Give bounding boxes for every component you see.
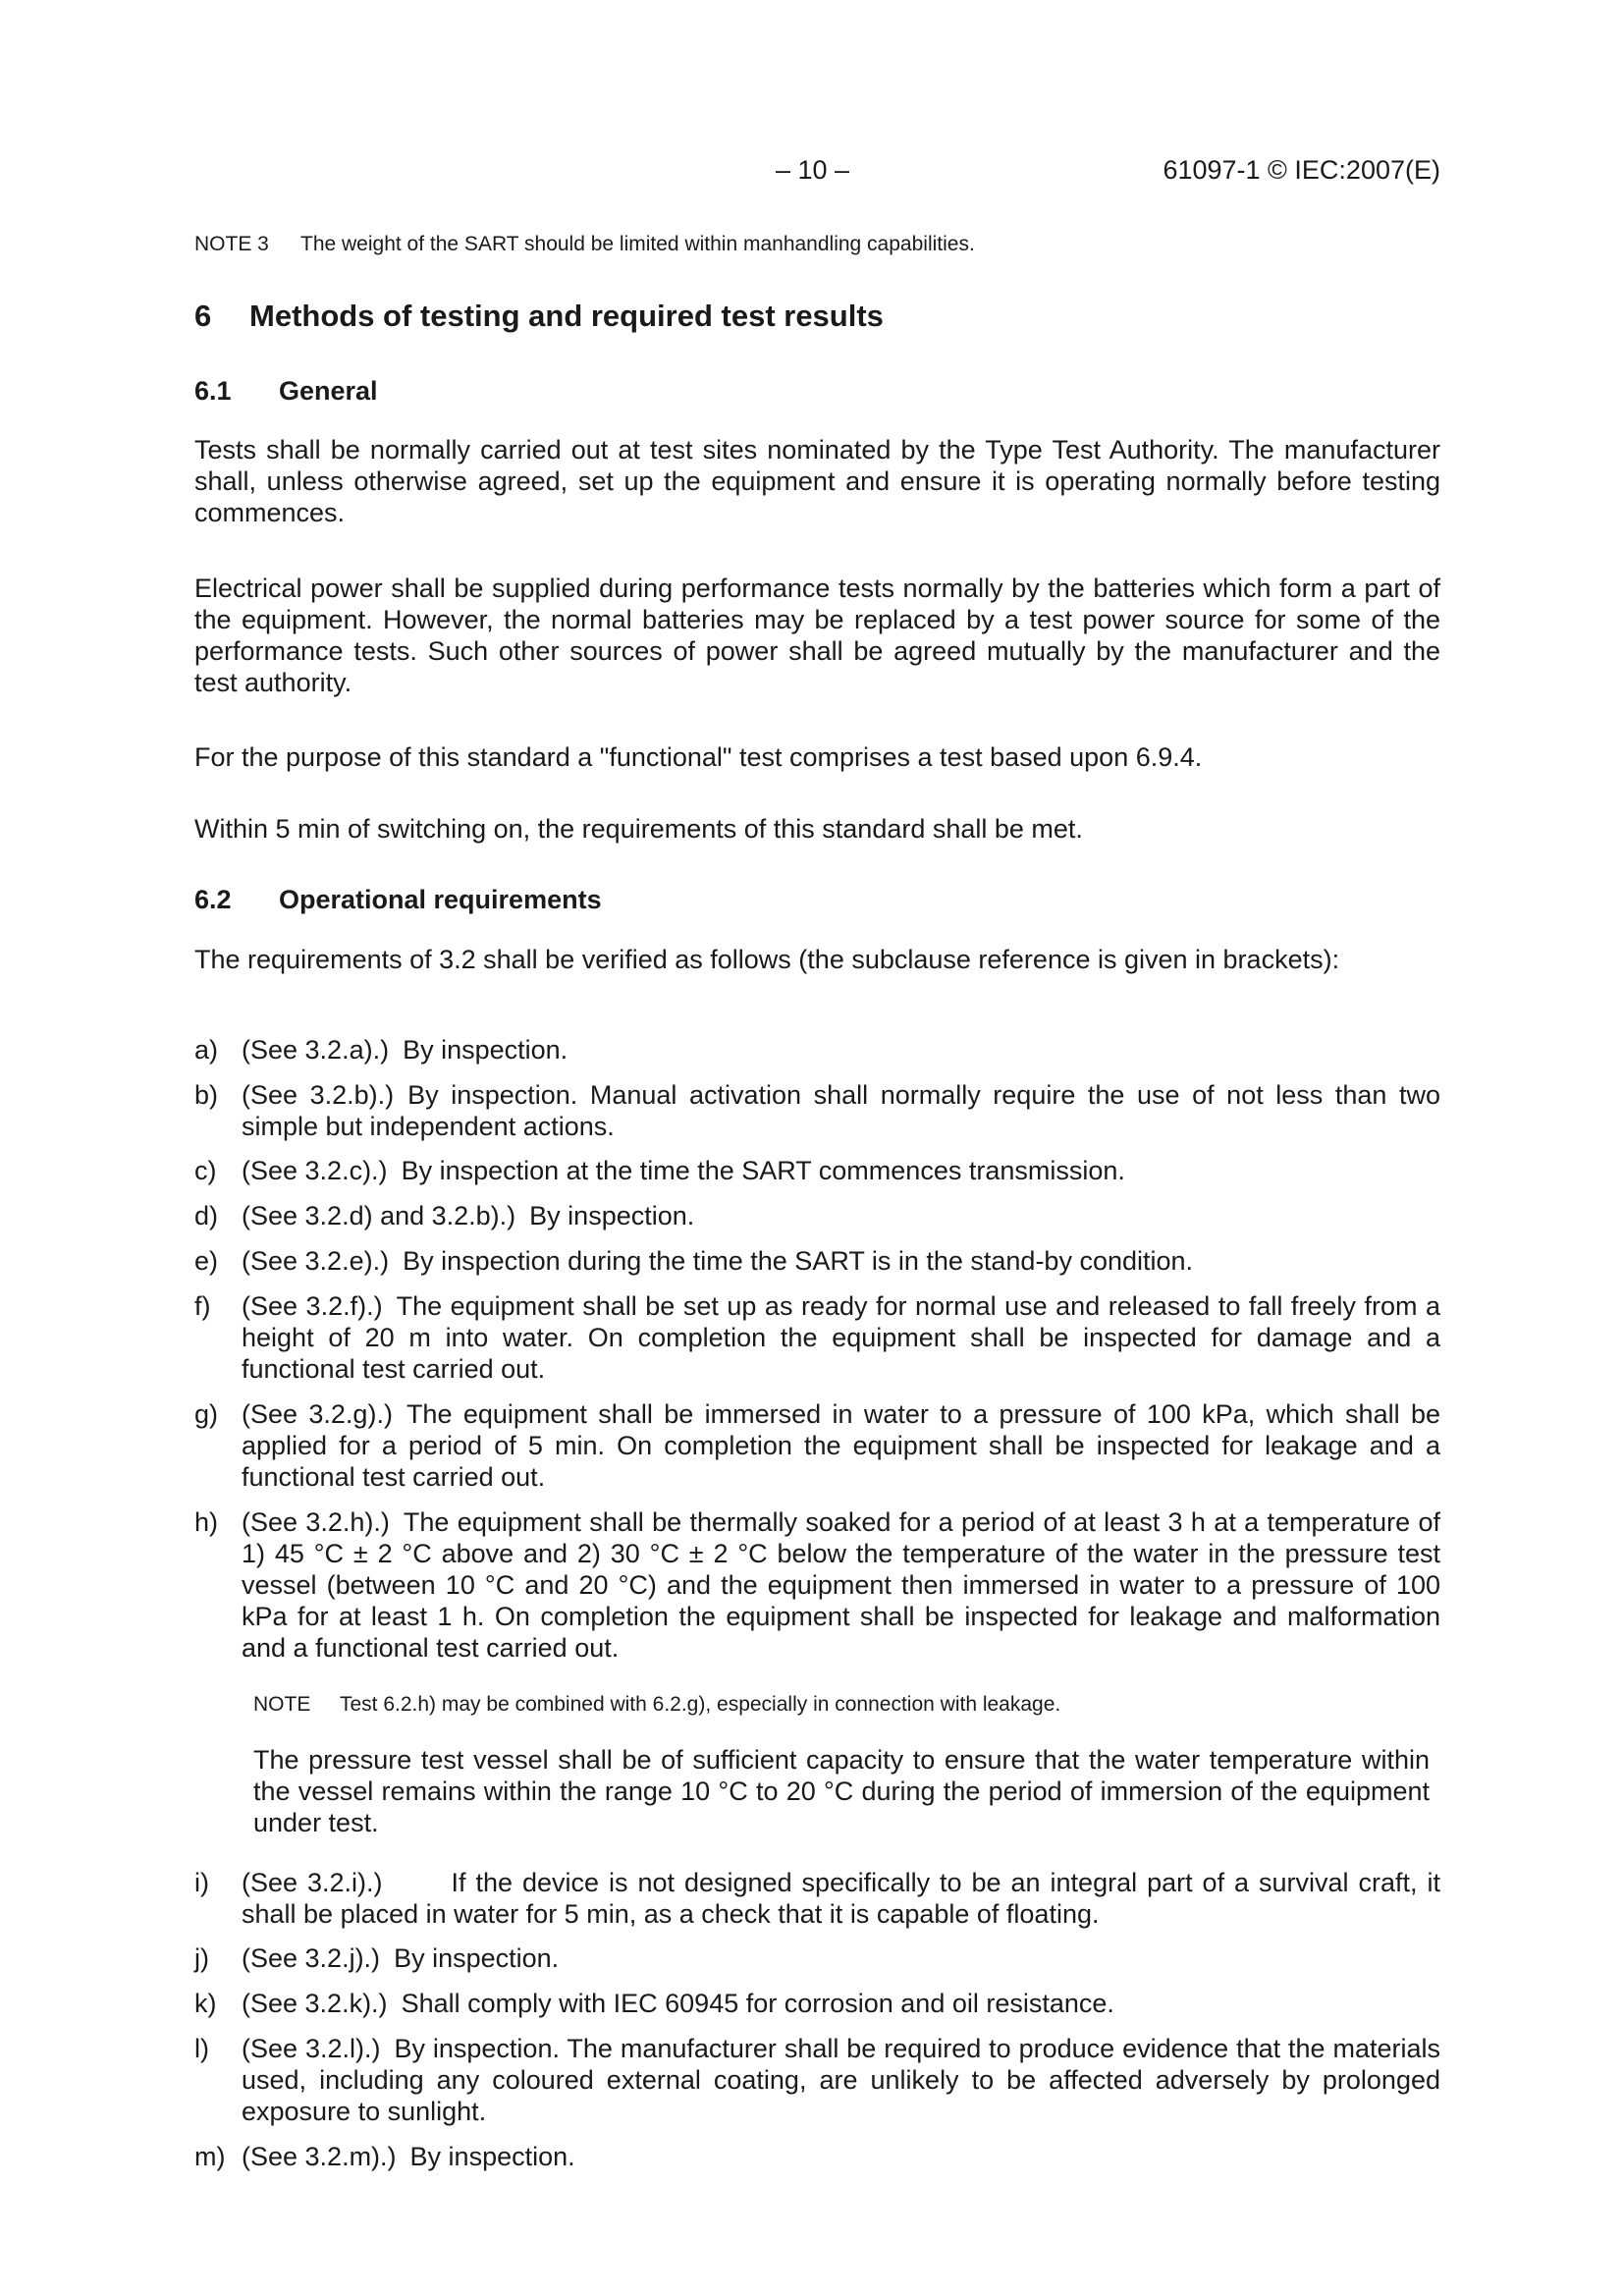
list-marker: c) xyxy=(194,1156,217,1185)
section-number: 6.1 xyxy=(194,376,232,406)
item-text: The equipment shall be thermally soaked for a period of at least 3 h at a temperature of 1) 45 °C ± 2 °C above and 2) 30 °C ± 2 °C below the temperature of the water in the pressure test vessel (between 10 °C and 20 °C) and the equipment then immersed in water to a pressure of 100 kPa for at least 1 h. On completion the equipment shall be inspected for leakage and malformation and a functional test carried out. xyxy=(242,1507,1440,1663)
list-item xyxy=(194,2033,1440,2127)
section-title: General xyxy=(279,376,378,406)
clause-reference: (See 3.2.f).) xyxy=(242,1291,383,1321)
list-item xyxy=(194,1942,1440,1974)
clause-reference: (See 3.2.b).) xyxy=(242,1080,395,1110)
list-item xyxy=(194,1506,1440,1664)
clause-reference: (See 3.2.d) and 3.2.b).) xyxy=(242,1201,516,1230)
paragraph: Tests shall be normally carried out at test sites nominated by the Type Test Authority. The manufacturer shall, unless otherwise agreed, set up the equipment and ensure it is operating normally before testing commences. xyxy=(194,435,1440,527)
page-header xyxy=(0,155,1623,194)
clause-reference: (See 3.2.g).) xyxy=(242,1399,393,1429)
list-marker: k) xyxy=(194,1989,217,2018)
section-title: Operational requirements xyxy=(279,885,602,914)
list-marker: g) xyxy=(194,1399,219,1429)
item-text: By inspection. The manufacturer shall be required to produce evidence that the materials used, including any coloured external coating, are unlikely to be affected adversely by prolonged exposure to sunlight. xyxy=(242,2034,1440,2126)
note-text: The weight of the SART should be limited within manhandling capabilities. xyxy=(300,233,975,255)
note-3 xyxy=(194,229,1440,260)
list-item xyxy=(194,1155,1440,1186)
item-text: Shall comply with IEC 60945 for corrosion and oil resistance. xyxy=(401,1989,1114,2018)
clause-reference: (See 3.2.k).) xyxy=(242,1989,388,2018)
clause-reference: (See 3.2.j).) xyxy=(242,1943,381,1973)
note-tag: NOTE xyxy=(253,1693,311,1716)
list-item xyxy=(194,1200,1440,1231)
indented-paragraph: The pressure test vessel shall be of sufficient capacity to ensure that the water temperature within the vessel remains within the range 10 °C to 20 °C during the period of immersion of the equipment under test. xyxy=(253,1745,1430,1837)
clause-reference: (See 3.2.m).) xyxy=(242,2142,397,2171)
clause-reference: (See 3.2.c).) xyxy=(242,1156,388,1185)
clause-reference: (See 3.2.h).) xyxy=(242,1507,390,1537)
item-text: By inspection. xyxy=(529,1201,695,1230)
item-text: The equipment shall be set up as ready for normal use and released to fall freely from a height of 20 m into water. On completion the equipment shall be inspected for damage and a functional test carried out. xyxy=(242,1291,1440,1384)
clause-reference: (See 3.2.e).) xyxy=(242,1246,390,1276)
list-marker: d) xyxy=(194,1201,219,1230)
clause-reference: (See 3.2.l).) xyxy=(242,2034,381,2063)
list-item xyxy=(194,2141,1440,2172)
section-6-2-heading xyxy=(194,882,1440,917)
item-text: By inspection during the time the SART is in the stand-by condition. xyxy=(403,1246,1194,1276)
list-marker: l) xyxy=(194,2034,209,2063)
item-text: If the device is not designed specifically to be an integral part of a survival craft, it shall be placed in water for 5 min, as a check that it is capable of floating. xyxy=(242,1868,1440,1929)
paragraph: For the purpose of this standard a "functional" test comprises a test based upon 6.9.4. xyxy=(194,742,1203,772)
item-text: By inspection. Manual activation shall normally require the use of not less than two simple but independent actions. xyxy=(242,1080,1440,1141)
paragraph: Electrical power shall be supplied during performance tests normally by the batteries which form a part of the equipment. However, the normal batteries may be replaced by a test power source for some of the performance tests. Such other sources of power shall be agreed mutually by the manufacturer and the test authority. xyxy=(194,574,1440,697)
item-text: By inspection. xyxy=(409,2142,575,2171)
list-marker: b) xyxy=(194,1080,219,1110)
list-item xyxy=(194,1034,1440,1066)
list-item xyxy=(194,1079,1440,1142)
list-item xyxy=(194,1867,1440,1930)
paragraph: Within 5 min of switching on, the requirements of this standard shall be met. xyxy=(194,814,1083,844)
page-number: – 10 – xyxy=(776,155,850,185)
document-id: 61097-1 © IEC:2007(E) xyxy=(1163,155,1440,185)
section-title: Methods of testing and required test results xyxy=(249,299,884,333)
list-item xyxy=(194,1245,1440,1277)
item-text: The equipment shall be immersed in water to a pressure of 100 kPa, which shall be applied for a period of 5 min. On completion the equipment shall be inspected for leakage and a functional test carried out. xyxy=(242,1399,1440,1492)
note-text: Test 6.2.h) may be combined with 6.2.g), especially in connection with leakage. xyxy=(340,1693,1061,1716)
clause-reference: (See 3.2.i).) xyxy=(242,1868,383,1897)
section-number: 6 xyxy=(194,299,212,333)
list-marker: h) xyxy=(194,1507,219,1537)
list-marker: f) xyxy=(194,1291,211,1321)
note-tag: NOTE 3 xyxy=(194,233,269,255)
clause-reference: (See 3.2.a).) xyxy=(242,1035,390,1065)
section-6-1-heading xyxy=(194,373,1440,409)
section-6-heading xyxy=(194,297,1440,336)
list-marker: m) xyxy=(194,2142,226,2171)
list-marker: a) xyxy=(194,1035,219,1065)
item-text: By inspection. xyxy=(403,1035,568,1065)
list-marker: i) xyxy=(194,1868,209,1897)
list-item xyxy=(194,1290,1440,1385)
list-marker: j) xyxy=(194,1943,209,1973)
list-marker: e) xyxy=(194,1246,219,1276)
item-text: By inspection. xyxy=(394,1943,560,1973)
note-6-2-h xyxy=(253,1689,1440,1721)
list-item xyxy=(194,1398,1440,1493)
item-text: By inspection at the time the SART commences transmission. xyxy=(401,1156,1125,1185)
section-intro: The requirements of 3.2 shall be verified as follows (the subclause reference is given in brackets): xyxy=(194,945,1340,974)
list-item xyxy=(194,1988,1440,2019)
section-number: 6.2 xyxy=(194,885,232,914)
